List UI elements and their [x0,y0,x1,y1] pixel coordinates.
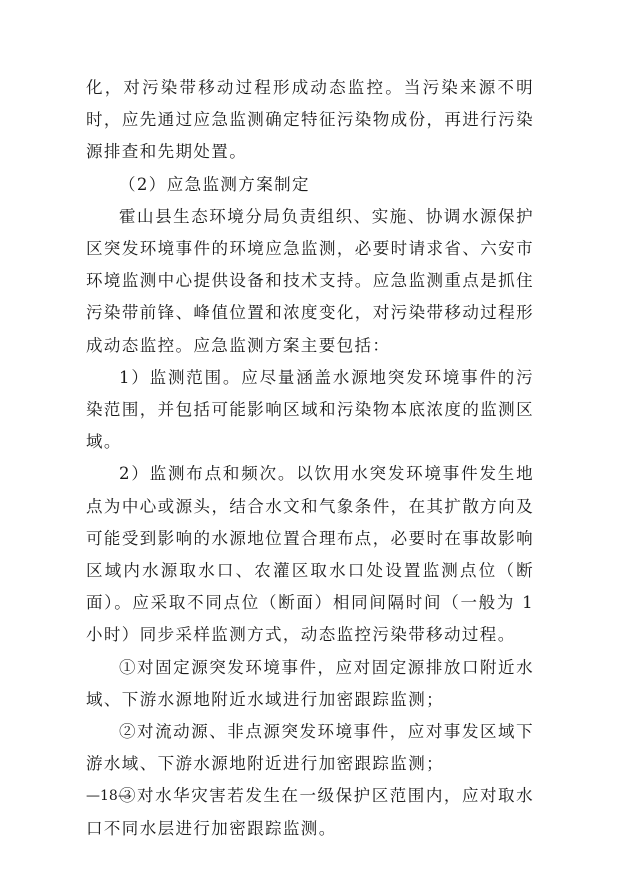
list-item-fixed-source: ①对固定源突发环境事件，应对固定源排放口附近水域、下游水源地附近水域进行加密跟踪监测； [86,657,534,709]
paragraph-monitoring-points: 2）监测布点和频次。以饮用水突发环境事件发生地点为中心或源头，结合水文和气象条件，在其扩散方向及可能受到影响的水源地位置合理布点，必要时在事故影响区域内水源取水口、农灌区取水口处设置监测点位（断面）。应采取不同点位（断面）相同间隔时间（一般为 1 小时）同步采样监测方式，动态监控污染带移动过程。 [86,464,534,645]
list-item-algal-bloom: ③对水华灾害若发生在一级保护区范围内，应对取水口不同水层进行加密跟踪监测。 [86,786,534,838]
section-heading: （2）应急监测方案制定 [119,174,310,194]
document-body [86,72,534,845]
page-number: —18— [86,788,132,804]
paragraph-intro: 霍山县生态环境分局负责组织、实施、协调水源保护区突发环境事件的环境应急监测，必要时请求省、六安市环境监测中心提供设备和技术支持。应急监测重点是抓住污染带前锋、峰值位置和浓度变化，对污染带移动过程形成动态监控。应急监测方案主要包括： [86,206,534,355]
list-item-mobile-source: ②对流动源、非点源突发环境事件，应对事发区域下游水域、下游水源地附近进行加密跟踪监测； [86,722,534,774]
paragraph-monitoring-scope: 1）监测范围。应尽量涵盖水源地突发环境事件的污染范围，并包括可能影响区域和污染物本底浓度的监测区域。 [86,367,534,452]
paragraph-continuation: 化，对污染带移动过程形成动态监控。当污染来源不明时，应先通过应急监测确定特征污染物成份，再进行污染源排查和先期处置。 [86,78,534,162]
